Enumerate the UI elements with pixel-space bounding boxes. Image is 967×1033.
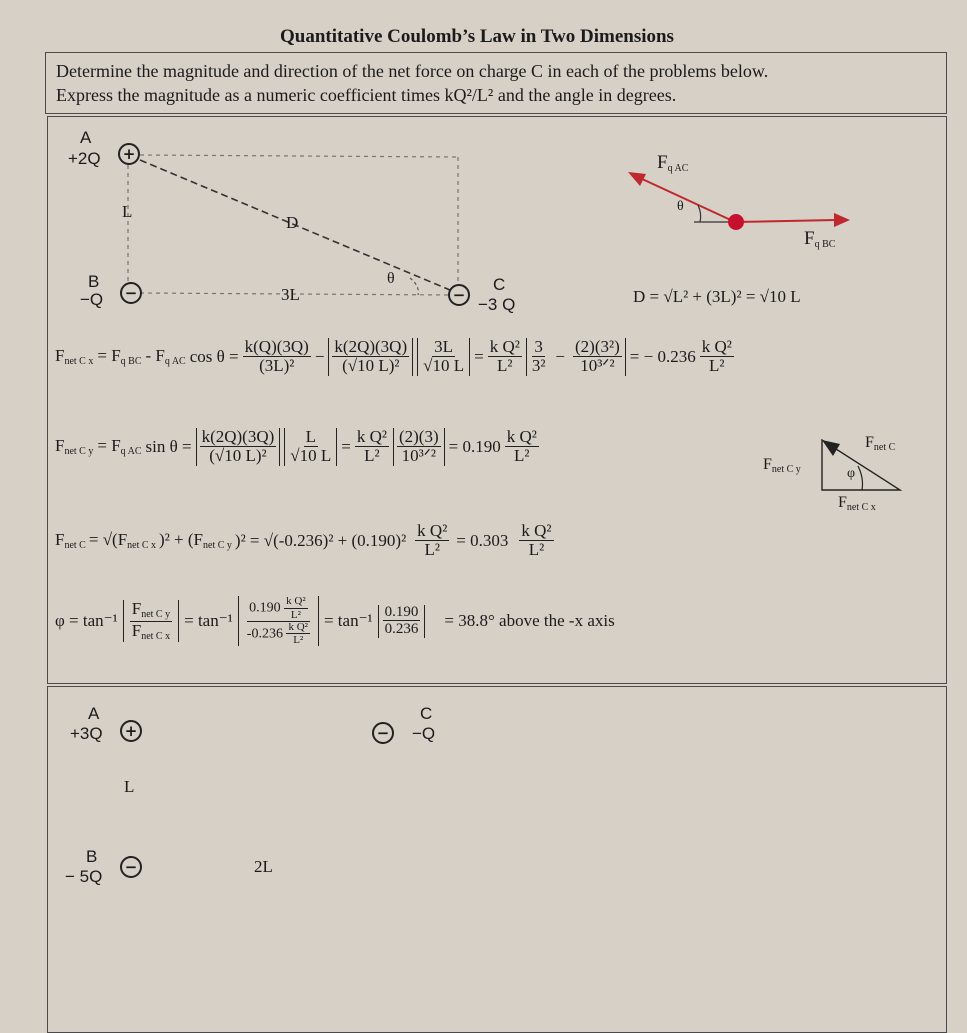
p2-charge-B-label: B (86, 847, 98, 866)
problem-2-box (47, 686, 947, 1033)
charge-A-label: A (80, 128, 92, 147)
tri-FnetCx-label: $F_{net C x}$ (838, 494, 876, 513)
theta-label-2: θ (677, 199, 684, 214)
tri-FnetCy-label: $F_{net C y}$ (763, 456, 801, 475)
arrow-FqBC-head (834, 213, 850, 227)
arrow-FqAC-head (628, 172, 646, 186)
charge-A-plus-icon: + (118, 143, 140, 165)
charge-C-label: C (493, 275, 506, 294)
line-A-to-right (140, 155, 458, 157)
p2-side-2L-label: 2L (254, 857, 273, 876)
resultant-arrow-head (822, 440, 840, 456)
p2-charge-A-label: A (88, 704, 100, 723)
p2-charge-B-minus-icon: − (120, 856, 142, 878)
diag-D-label: D (286, 213, 299, 232)
side-L-label: L (122, 202, 133, 221)
Fnet-equation: $F_{net C}$ = $√(F_{net C x}$ )$^2 + (F_{net C y}$ )² = √(-0.236)² + (0.190)² $\frac{\text{k Q²}}{\text{L²}}$ = 0.303 $\frac{\text{k Q²}}{\text{L²}}$ (55, 521, 552, 559)
charge-B-value: −Q (80, 290, 104, 309)
charge-B-minus-icon: − (120, 282, 142, 304)
tri-FnetC-label: $F_{net C}$ (865, 434, 896, 453)
tri-phi-label: φ (847, 466, 856, 481)
phi-arc (858, 466, 863, 490)
instructions-line-1: Determine the magnitude and direction of the net force on charge C in each of the problems below. (56, 61, 769, 81)
Fy-equation: $F_{net C y}$ = $F_{q AC}$ sin θ = $\frac{k(2Q)(3Q)}{\text{(√10 L)²}}$ $\frac{L}{√10 L}$ = $\frac{\text{k Q²}}{\text{L²}}$ $\frac{(2)(3)}{\text{10³ᐟ²}}$ = 0.190 $\frac{\text{k Q²}}{\text{L²}}$ (55, 427, 537, 465)
charge-C-minus-icon: − (448, 284, 470, 306)
theta-arc-2 (698, 205, 701, 222)
p2-charge-A-plus-icon: + (120, 720, 142, 742)
p2-side-L-label: L (124, 777, 135, 796)
p2-charge-C-minus-icon: − (372, 722, 394, 744)
arrow-FqAC (640, 178, 735, 222)
charge-C-dot (728, 214, 744, 230)
charge-A-value: +2Q (68, 149, 101, 168)
p2-charge-C-value: −Q (412, 724, 436, 743)
charge-C-value: −3 Q (478, 295, 516, 314)
side-3L-label: 3L (281, 285, 300, 304)
D-equation: D = √L² + (3L)² = √10 L (633, 287, 801, 306)
instructions-line-2: Express the magnitude as a numeric coefficient times kQ²/L² and the angle in degrees. (56, 85, 677, 105)
page-title: Quantitative Coulomb’s Law in Two Dimensions (280, 26, 674, 47)
p2-charge-A-value: +3Q (70, 724, 103, 743)
Fx-lhs: $F_{net C x}$ (55, 346, 94, 368)
FqBC-label: $F_{q BC}$ (804, 228, 836, 250)
phi-equation: φ = tan⁻¹ $\frac{F_{net C y}}{F_{net C x}}$ = tan⁻¹ 0.190 $\frac{\text{k Q²}}{\text{L²}}$ -0.236 $\frac{\text{k Q²}}{\text{L²}}$ = tan⁻¹ $\frac{0.190}{0.236}$ = 38.8° above the -x axis (55, 595, 615, 647)
arrow-FqBC (735, 220, 835, 222)
charge-B-label: B (88, 272, 100, 291)
theta-arc-1 (410, 278, 418, 295)
theta-label-1: θ (387, 270, 395, 287)
Fx-equation: $F_{net C x}$ = $F_{q BC}$ - $F_{q AC}$ cos θ = $\frac{k(Q)(3Q)}{\text{(3L)²}}$ − $\frac{k(2Q)(3Q)}{\text{(√10 L)²}}$ $\frac{3L}{√10 L}$ = $\frac{\text{k Q²}}{\text{L²}}$ $\frac{3}{\text{3²}}$ − $\frac{\text{(2)(3²)}}{\text{10³ᐟ²}}$ = − 0.236 $\frac{\text{k Q²}}{\text{L²}}$ (55, 337, 732, 375)
p2-charge-C-label: C (420, 704, 433, 723)
FqAC-label: $F_{q AC}$ (657, 152, 689, 174)
p2-charge-B-value: − 5Q (65, 867, 103, 886)
